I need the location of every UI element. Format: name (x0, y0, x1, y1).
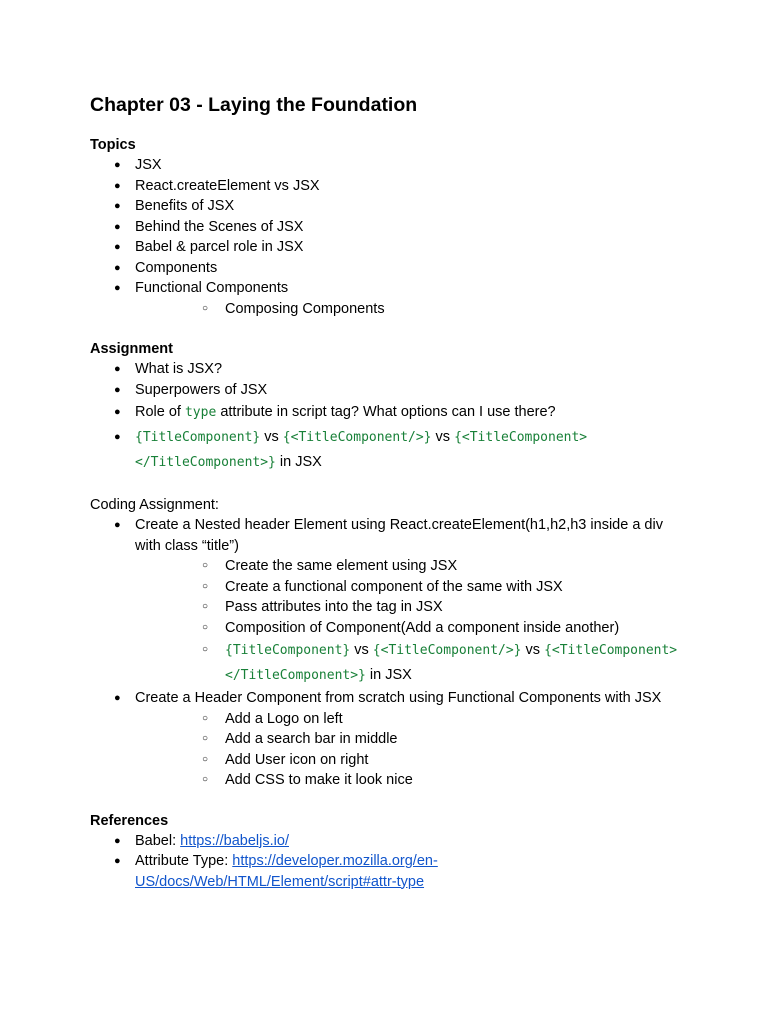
hollow-circle-icon: ○ (202, 733, 209, 744)
item-text: Create the same element using JSX (225, 558, 458, 574)
sub-list-item (135, 597, 690, 618)
item-text: Pass attributes into the tag in JSX (225, 599, 443, 615)
list-item (90, 217, 690, 238)
bullet-list (90, 359, 690, 475)
sub-list-item (135, 299, 690, 320)
list-item (90, 851, 690, 892)
item-text: Add a search bar in middle (225, 731, 398, 747)
section-assignment (90, 339, 690, 475)
bullet-dot-icon: ● (114, 200, 121, 212)
section-gap (90, 475, 690, 495)
item-text: Add a Logo on left (225, 710, 343, 727)
hollow-circle-icon: ○ (202, 644, 209, 655)
reference-link[interactable]: https://babeljs.io/ (180, 832, 289, 849)
bullet-list (90, 515, 690, 791)
list-item (90, 688, 690, 791)
list-item (90, 155, 690, 176)
sub-list-item (135, 709, 690, 730)
item-text: vs (431, 429, 455, 445)
item-text: Functional Components (135, 280, 289, 296)
list-item (90, 400, 690, 425)
sub-list-item (135, 556, 690, 577)
section-heading: Assignment (90, 341, 173, 357)
item-text: Create a functional component of the same with JSX (225, 578, 563, 595)
section-topics (90, 135, 690, 319)
sub-list-item (135, 770, 690, 791)
list-item (90, 176, 690, 197)
hollow-circle-icon: ○ (202, 753, 209, 765)
item-text: Babel: (135, 832, 181, 849)
item-text: JSX (135, 157, 162, 173)
item-text: attribute in script tag? What options can I use there? (216, 404, 556, 420)
list-item (90, 359, 690, 380)
item-text: Behind the Scenes of JSX (135, 218, 304, 235)
sub-list-item (135, 750, 690, 771)
list-item (90, 831, 690, 852)
hollow-circle-icon: ○ (202, 302, 209, 314)
item-text: What is JSX? (135, 361, 223, 377)
sub-list-item (135, 638, 690, 688)
bullet-dot-icon: ● (114, 241, 121, 253)
list-item (90, 515, 690, 688)
section-gap (90, 791, 690, 811)
list-item (90, 196, 690, 217)
hollow-circle-icon: ○ (202, 580, 209, 592)
inline-code: type (184, 405, 217, 420)
bullet-dot-icon: ● (114, 431, 121, 443)
inline-code: {<TitleComponent/>} (372, 643, 522, 658)
document-page (90, 92, 690, 892)
item-text: Benefits of JSX (135, 198, 235, 214)
item-text: in JSX (275, 454, 322, 470)
inline-code: {TitleComponent} (225, 643, 351, 658)
item-text: Attribute Type: (135, 853, 233, 869)
list-item (90, 278, 690, 319)
bullet-dot-icon: ● (114, 519, 121, 531)
hollow-circle-icon: ○ (202, 601, 209, 612)
bullet-dot-icon: ● (114, 834, 121, 847)
bullet-dot-icon: ● (114, 406, 121, 418)
item-text: Create a Nested header Element using React.createElement(h1,h2,h3 inside a div with class “title”) (135, 517, 663, 554)
section-coding (90, 495, 690, 791)
hollow-circle-icon: ○ (202, 621, 209, 633)
item-text: Composition of Component(Add a component inside another) (225, 619, 620, 636)
bullet-dot-icon: ● (114, 692, 121, 704)
section-heading: References (90, 812, 169, 829)
section-heading: Topics (90, 137, 136, 153)
item-text: Create a Header Component from scratch using Functional Components with JSX (135, 690, 662, 706)
document-body (90, 135, 690, 892)
list-item (90, 380, 690, 401)
item-text: vs (350, 642, 373, 658)
bullet-dot-icon: ● (114, 363, 121, 375)
section-references (90, 811, 690, 893)
item-text: Composing Components (225, 300, 385, 317)
reference-link[interactable]: https://developer.mozilla.org/en-US/docs/Web/HTML/Element/script#attr-type (135, 853, 438, 890)
hollow-circle-icon: ○ (202, 712, 209, 724)
inline-code: {<TitleComponent></TitleComponent>} (225, 643, 678, 683)
page-title: Chapter 03 - Laying the Foundation (90, 94, 418, 116)
item-text: Add User icon on right (225, 751, 369, 768)
bullet-list (90, 831, 690, 893)
item-text: Babel & parcel role in JSX (135, 239, 304, 255)
bullet-dot-icon: ● (114, 261, 121, 274)
list-item (90, 237, 690, 258)
sub-list-item (135, 577, 690, 598)
bullet-dot-icon: ● (114, 159, 121, 171)
bullet-list (90, 155, 690, 319)
hollow-circle-icon: ○ (202, 560, 209, 571)
section-gap (90, 319, 690, 339)
bullet-dot-icon: ● (114, 383, 121, 396)
list-item (90, 425, 690, 475)
item-text: Superpowers of JSX (135, 381, 268, 398)
list-item (90, 258, 690, 279)
item-text: Role of (135, 404, 185, 420)
bullet-dot-icon: ● (114, 179, 121, 192)
item-text: Add CSS to make it look nice (225, 772, 413, 788)
sub-bullet-list (135, 556, 690, 688)
item-text: vs (260, 429, 283, 445)
section-heading: Coding Assignment: (90, 497, 219, 513)
sub-bullet-list (135, 709, 690, 791)
item-text: vs (521, 642, 545, 658)
sub-bullet-list (135, 299, 690, 320)
item-text: Components (135, 259, 218, 276)
sub-list-item (135, 729, 690, 750)
bullet-dot-icon: ● (114, 282, 121, 294)
inline-code: {TitleComponent} (135, 430, 261, 445)
bullet-dot-icon: ● (114, 855, 121, 867)
item-text: React.createElement vs JSX (135, 177, 320, 194)
inline-code: {<TitleComponent/>} (282, 430, 432, 445)
hollow-circle-icon: ○ (202, 774, 209, 785)
bullet-dot-icon: ● (114, 220, 121, 233)
inline-code: {<TitleComponent></TitleComponent>} (135, 430, 588, 470)
item-text: in JSX (365, 667, 412, 683)
sub-list-item (135, 618, 690, 639)
